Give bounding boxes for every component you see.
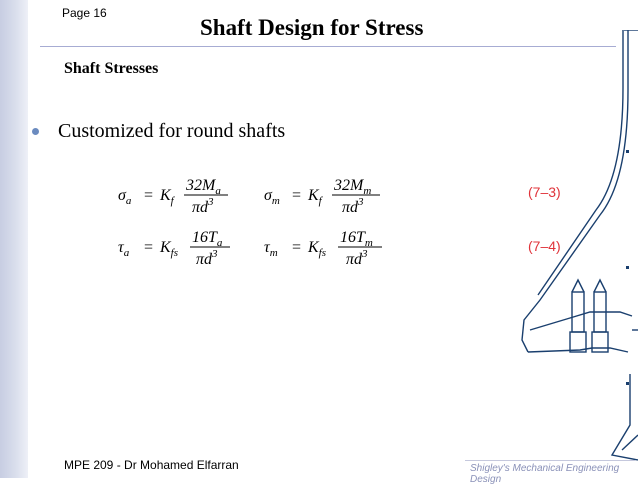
equation-tau-m — [264, 229, 382, 268]
svg-text:πd3: $\pi d^3$ — [342, 196, 364, 216]
svg-text:τa: $\tau_a$ — [118, 239, 130, 259]
bullet-text: Customized for round shafts — [58, 120, 286, 142]
footer-course: MPE 209 - Dr Mohamed Elfarran — [64, 458, 239, 472]
svg-text:=: = — [292, 187, 302, 204]
svg-text:πd3: $\pi d^3$ — [196, 248, 218, 268]
equation-ref-7-3: (7–3) — [528, 184, 561, 200]
equation-tau-a — [118, 229, 230, 268]
svg-text:Kfs: $K_{fs}$ — [160, 239, 179, 259]
footer-book-title: Shigley's Mechanical Engineering Design — [470, 463, 620, 485]
svg-text:πd3: $\pi d^3$ — [192, 196, 214, 216]
svg-text:32Ma: $32M_a$ — [186, 177, 221, 197]
svg-text:16Tm: $16T_m$ — [340, 229, 373, 249]
svg-text:Kf: $K_f$ — [160, 187, 174, 207]
page-number: Page 16 — [62, 6, 107, 20]
svg-text:=: = — [292, 239, 302, 256]
stress-equations — [116, 170, 406, 280]
svg-text:32Mm: $32M_m$ — [334, 177, 372, 197]
equation-sigma-m — [264, 177, 380, 216]
slide-subtitle: Shaft Stresses — [64, 60, 159, 77]
svg-text:σm: $\sigma_m$ — [264, 187, 280, 207]
svg-text:σa: $\sigma_a$ — [118, 187, 132, 207]
svg-text:=: = — [144, 239, 154, 256]
shaft-outline-decoration — [510, 30, 638, 478]
slide-title: Shaft Design for Stress — [200, 15, 424, 40]
svg-text:16Ta: $16T_a$ — [192, 229, 223, 249]
left-decorative-band — [0, 0, 28, 478]
svg-text:πd3: $\pi d^3$ — [346, 248, 368, 268]
svg-text:τm: $\tau_m$ — [264, 239, 278, 259]
equation-sigma-a — [118, 177, 228, 216]
svg-text:Kfs: $K_{fs}$ — [308, 239, 327, 259]
equation-ref-7-4: (7–4) — [528, 238, 561, 254]
footer-divider — [465, 460, 635, 461]
svg-text:Kf: $K_f$ — [308, 187, 322, 207]
bullet-dot-icon — [32, 128, 39, 135]
svg-text:=: = — [144, 187, 154, 204]
